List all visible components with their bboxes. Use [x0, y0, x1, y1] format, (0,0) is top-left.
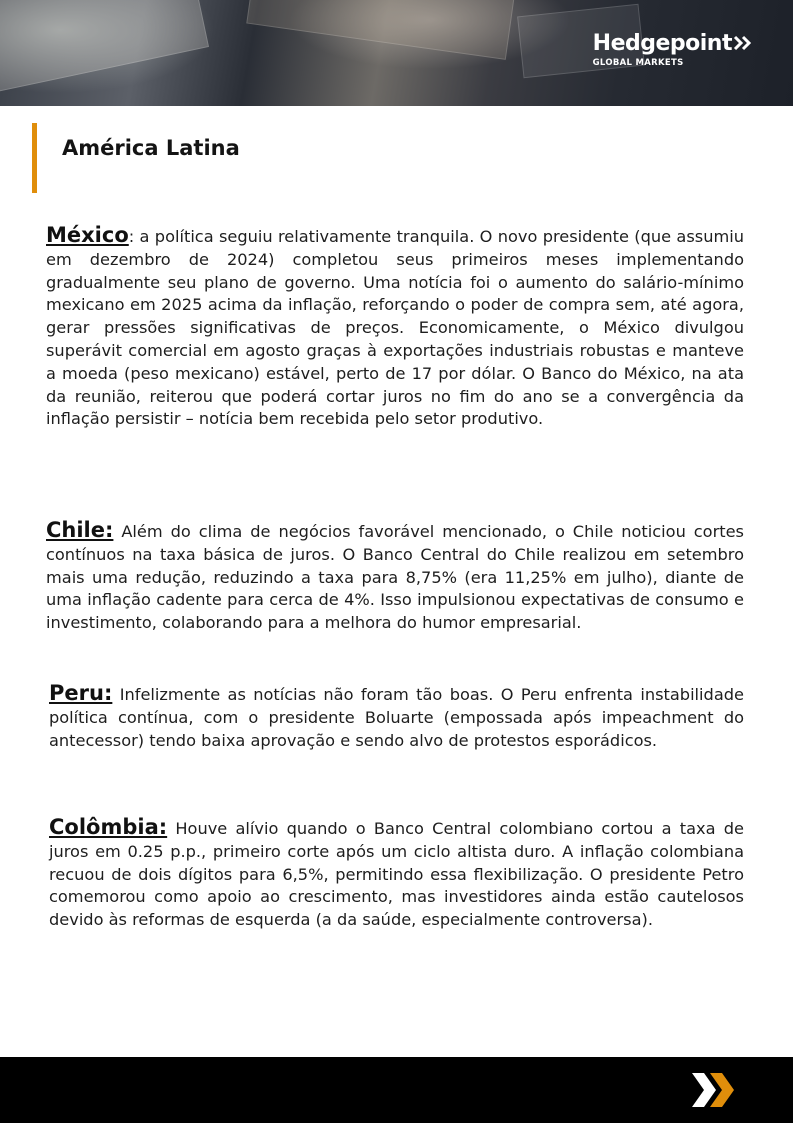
country-text-peru: Infelizmente as notícias não foram tão boas. O Peru enfrenta instabilidade política contínua, com o presidente Boluarte (empossada após impeachment do antecessor) tendo baixa aprovação e sendo alvo de protestos esporádicos.	[49, 685, 744, 750]
country-separator: :	[128, 227, 135, 246]
country-text-mexico: a política seguiu relativamente tranquila. O novo presidente (que assumiu em dezembro de 2024) completou seus primeiros meses implementando gradualmente seu plano de governo. Uma notícia foi o aumento do salário-mínimo mexicano em 2025 acima da inflação, reforçando o poder de compra sem, até agora, gerar pressões significativas de preços. Economicamente, o México divulgou superávit comercial em agosto graças à exportações industriais robustas e manteve a moeda (peso mexicano) estável, perto de 17 por dólar. O Banco do México, na ata da reunião, reiterou que poderá cortar juros no fim do ano se a convergência da inflação persistir – notícia bem recebida pelo setor produtivo.	[46, 227, 744, 429]
double-chevron-icon	[733, 35, 753, 51]
country-text-chile: Além do clima de negócios favorável mencionado, o Chile noticiou cortes contínuos na taxa básica de juros. O Banco Central do Chile realizou em setembro mais uma redução, reduzindo a taxa para 8,75% (era 11,25% em julho), diante de uma inflação cadente para cerca de 4%. Isso impulsionou expectativas de consumo e investimento, colaborando para a melhora do humor empresarial.	[46, 522, 744, 633]
country-paragraph-mexico	[46, 224, 744, 431]
country-paragraph-colombia	[49, 816, 744, 932]
country-heading-peru: Peru:	[49, 681, 113, 705]
footer-bar	[0, 1057, 793, 1123]
brand-logo	[593, 31, 753, 68]
banknote-decoration	[0, 0, 209, 95]
brand-subtitle: GLOBAL MARKETS	[592, 58, 684, 68]
country-heading-chile: Chile:	[46, 518, 114, 542]
section-title: América Latina	[62, 136, 240, 160]
double-chevron-icon	[690, 1069, 738, 1111]
country-paragraph-peru	[49, 682, 744, 752]
header-banner	[0, 0, 793, 106]
section-accent-bar	[32, 123, 37, 193]
country-heading-colombia: Colômbia:	[49, 815, 168, 839]
brand-name: Hedgepoint	[593, 31, 753, 57]
banknote-decoration	[246, 0, 515, 60]
country-paragraph-chile	[46, 519, 744, 635]
country-text-colombia: Houve alívio quando o Banco Central colombiano cortou a taxa de juros em 0.25 p.p., primeiro corte após um ciclo altista duro. A inflação colombiana recuou de dois dígitos para 6,5%, permitindo essa flexibilização. O presidente Petro comemorou como apoio ao crescimento, mas investidores ainda estão cautelosos devido às reformas de esquerda (a da saúde, especialmente controversa).	[49, 819, 744, 930]
country-heading-mexico: México	[46, 223, 129, 247]
